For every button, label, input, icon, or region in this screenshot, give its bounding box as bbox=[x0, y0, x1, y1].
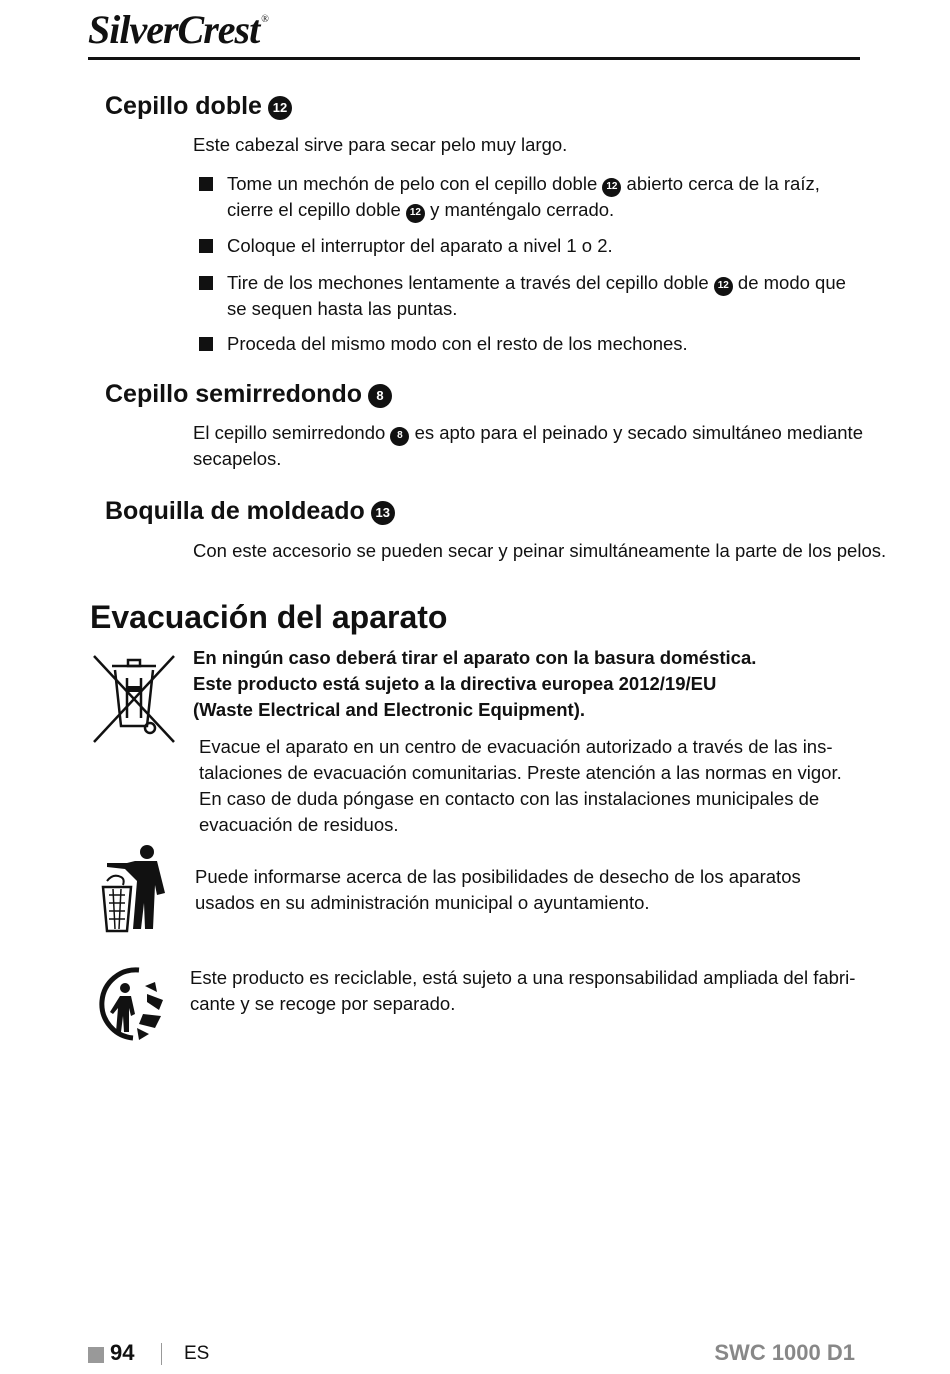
crossed-bin-icon bbox=[90, 652, 178, 746]
semi-text: El cepillo semirredondo 8 es apto para el peinado y secado simultáneo mediante secapelos. bbox=[193, 422, 863, 469]
bullet-square-icon bbox=[199, 337, 213, 351]
ref-badge: 12 bbox=[268, 96, 292, 120]
list-item: Tome un mechón de pelo con el cepillo doble 12 abierto cerca de la raíz, cierre el cepillo doble 12 y manténgalo cerrado. bbox=[199, 171, 820, 223]
footer-divider bbox=[161, 1343, 162, 1365]
recycle-triman-icon bbox=[93, 966, 171, 1042]
model-number: SWC 1000 D1 bbox=[714, 1340, 855, 1365]
ref-badge: 13 bbox=[371, 501, 395, 525]
bullet-square-icon bbox=[199, 276, 213, 290]
list-item: Coloque el interruptor del aparato a nivel 1 o 2. bbox=[199, 233, 613, 259]
header-rule bbox=[88, 57, 860, 60]
list-item: Proceda del mismo modo con el resto de los mechones. bbox=[199, 331, 688, 357]
municipal-info: Puede informarse acerca de las posibilidades de desecho de los aparatos usados en su administración municipal o ayuntamiento. bbox=[195, 866, 801, 913]
heading-evacuacion: Evacuación del aparato bbox=[90, 599, 448, 635]
footer-square-icon bbox=[88, 1347, 104, 1363]
heading-cepillo-semirredondo: Cepillo semirredondo 8 bbox=[105, 379, 392, 409]
weee-warning: En ningún caso deberá tirar el aparato con la basura doméstica. Este producto está sujeto a la directiva europea 2012/19/EU (Waste Electrical and Electronic Equipment). bbox=[193, 647, 757, 720]
page-number: 94 bbox=[110, 1340, 135, 1365]
bullet-square-icon bbox=[199, 177, 213, 191]
heading-boquilla: Boquilla de moldeado 13 bbox=[105, 496, 395, 526]
ref-badge: 8 bbox=[368, 384, 392, 408]
language-code: ES bbox=[184, 1343, 210, 1364]
evacuacion-paragraph: Evacue el aparato en un centro de evacuación autorizado a través de las ins- talaciones de evacuación comunitarias. Preste atención a las normas en vigor. En caso de duda póngase en contacto con las instalaciones municipales de evacuación de residuos. bbox=[199, 736, 842, 835]
bullet-square-icon bbox=[199, 239, 213, 253]
intro-text: Este cabezal sirve para secar pelo muy largo. bbox=[193, 134, 568, 155]
boquilla-text: Con este accesorio se pueden secar y peinar simultáneamente la parte de los pelos. bbox=[193, 540, 887, 561]
recycle-info: Este producto es reciclable, está sujeto a una responsabilidad ampliada del fabri- cante y se recoge por separado. bbox=[190, 967, 856, 1014]
brand-logo: SilverCrest ® bbox=[88, 7, 268, 52]
tidy-man-icon bbox=[95, 843, 171, 933]
heading-cepillo-doble: Cepillo doble 12 bbox=[105, 91, 292, 121]
list-item: Tire de los mechones lentamente a través del cepillo doble 12 de modo que se sequen hasta las puntas. bbox=[199, 270, 846, 322]
